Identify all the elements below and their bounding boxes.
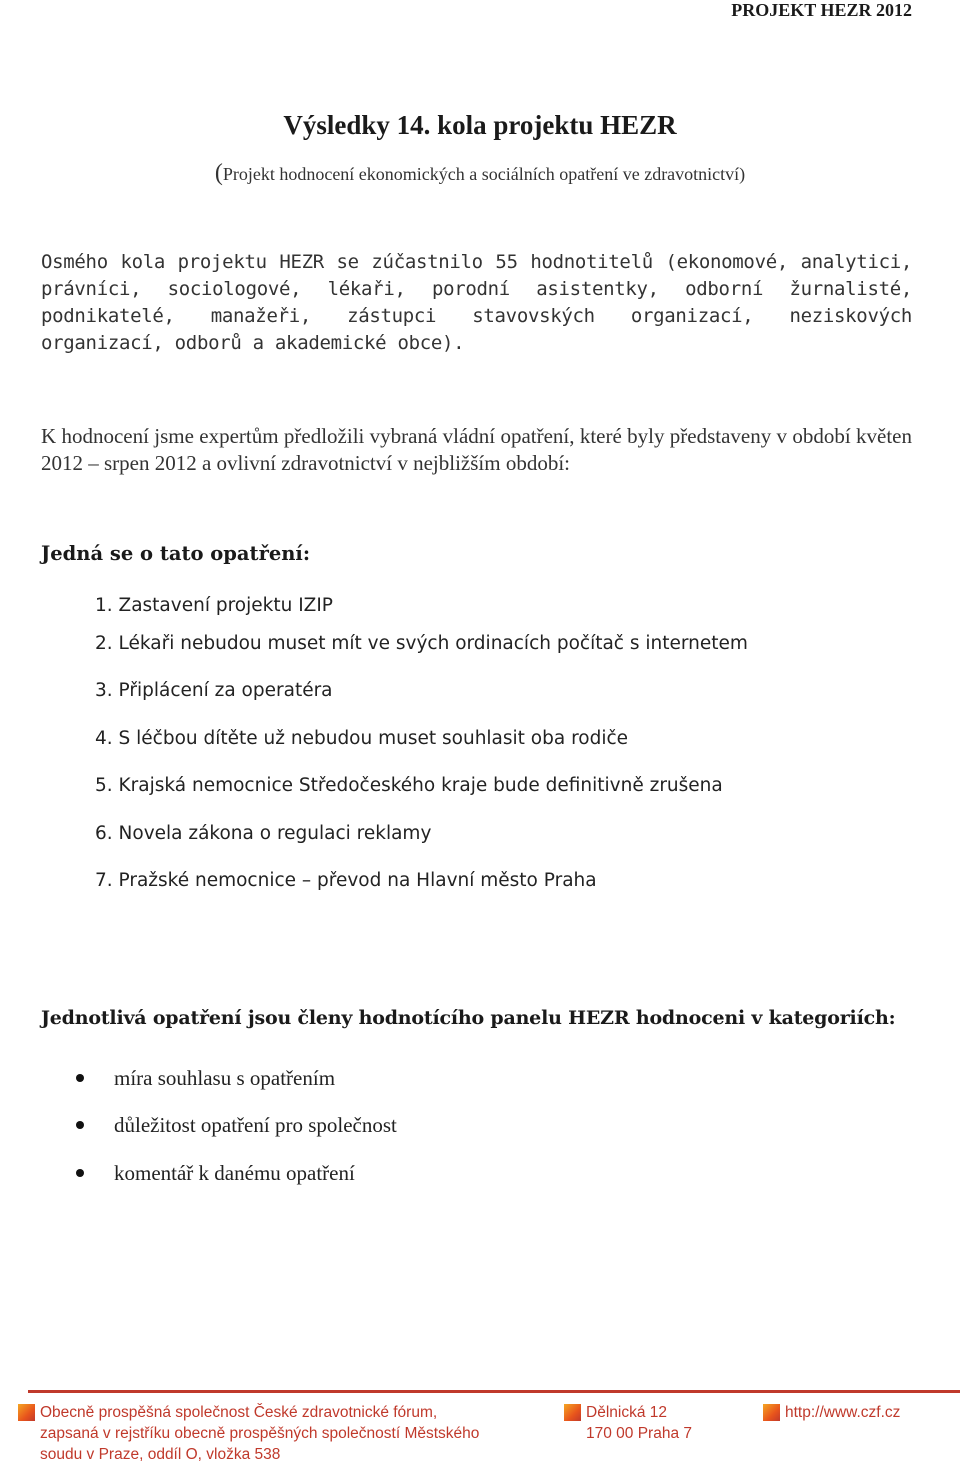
categories-heading: Jednotlivá opatření jsou členy hodnotícího panelu HEZR hodnoceni v kategoriích: (41, 1007, 896, 1029)
list-item: 6. Novela zákona o regulaci reklamy (95, 822, 432, 844)
square-logo-icon (763, 1404, 780, 1421)
bullet-icon (76, 1121, 84, 1129)
list-item (70, 1054, 397, 1102)
category-label: míra souhlasu s opatřením (114, 1065, 336, 1090)
document-subtitle (0, 160, 960, 187)
footer-org-line: Obecně prospěšná společnost České zdravotnické fórum, (40, 1404, 438, 1421)
list-item: 4. S léčbou dítěte už nebudou muset souhlasit oba rodiče (95, 727, 629, 749)
list-item: 7. Pražské nemocnice – převod na Hlavní město Praha (95, 869, 597, 891)
footer-org-line: zapsaná v rejstříku obecně prospěšných společností Městského (40, 1425, 480, 1442)
measures-heading: Jedná se o tato opatření: (41, 542, 311, 565)
list-item: 3. Připlácení za operatéra (95, 680, 333, 702)
list-item (70, 1102, 397, 1150)
footer-address (586, 1402, 736, 1444)
subtitle-open-paren: ( (214, 160, 223, 186)
square-logo-icon (564, 1404, 581, 1421)
category-label: komentář k danému opatření (114, 1160, 355, 1185)
categories-list (70, 1054, 397, 1197)
category-label: důležitost opatření pro společnost (114, 1113, 397, 1138)
list-item: 1. Zastavení projektu IZIP (95, 595, 333, 616)
list-item: 2. Lékaři nebudou muset mít ve svých ordinacích počítač s internetem (95, 633, 748, 654)
website-link[interactable]: http://www.czf.cz (785, 1404, 901, 1421)
footer-org-line: soudu v Praze, oddíl O, vložka 538 (40, 1446, 281, 1463)
footer-divider (28, 1390, 960, 1393)
list-item (70, 1149, 397, 1197)
project-header: PROJEKT HEZR 2012 (731, 0, 912, 20)
footer-address-line: 170 00 Praha 7 (586, 1425, 693, 1442)
bullet-icon (76, 1074, 84, 1082)
intro-paragraph: Osmého kola projektu HEZR se zúčastnilo 55 hodnotitelů (ekonomové, analytici, právníci, sociologové, lékaři, porodní asistentky, odborní žurnalisté, podnikatelé, manažeři, zástupci stavovských organizací, neziskových organizací, odborů a akademické obce). (41, 251, 912, 354)
footer-address-line: Dělnická 12 (586, 1404, 667, 1421)
measures-intro-paragraph: K hodnocení jsme expertům předložili vybraná vládní opatření, které byly představeny v období květen 2012 – srpen 2012 a ovlivní zdravotnictví v nejbližším období: (41, 424, 912, 475)
footer-website[interactable] (785, 1402, 935, 1423)
list-item: 5. Krajská nemocnice Středočeského kraje bude definitivně zrušena (95, 775, 723, 797)
subtitle-text: Projekt hodnocení ekonomických a sociálních opatření ve zdravotnictví) (222, 164, 746, 184)
footer-organization (40, 1402, 510, 1465)
square-logo-icon (18, 1404, 35, 1421)
bullet-icon (76, 1169, 84, 1177)
measures-list (95, 592, 748, 914)
document-title: Výsledky 14. kola projektu HEZR (283, 110, 677, 140)
